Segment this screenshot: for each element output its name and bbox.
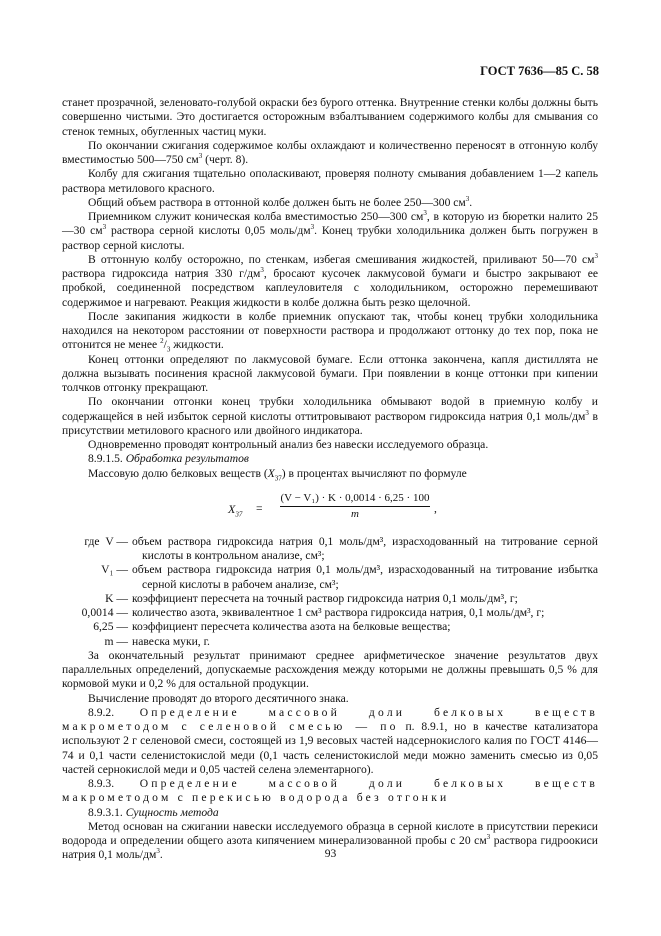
paragraph-text: 3 <box>156 847 160 856</box>
paragraph-text: в присутствии метилового красного или двойного индикатора. <box>62 409 598 437</box>
paragraph-text: Общий объем раствора в оттонной колбе должен быть не более 250—300 см <box>88 195 466 209</box>
paragraph-text: Конец оттонки определяют по лакмусовой бумаге. Если оттонка закончена, капля дистиллята не должна вызывать посинения красной лакмусовой бумаги. При появлении в конце оттонки при кипении толчков отгонку прекращают. <box>62 352 598 394</box>
page-header: ГОСТ 7636—85 С. 58 <box>480 64 599 78</box>
italic-heading-text: Сущность метода <box>125 805 219 819</box>
paragraph-text: раствора гидроксида натрия 330 г/дм <box>62 267 261 280</box>
definition-row <box>62 635 598 649</box>
paragraph <box>62 196 598 210</box>
definition-text: коэффициент пересчета количества азота на белковые вещества; <box>132 620 451 634</box>
formula <box>62 487 598 531</box>
paragraph-text: (черт. 8). <box>202 153 249 166</box>
paragraph-text: 3 <box>585 408 589 417</box>
definition-symbol: m — <box>104 634 128 648</box>
paragraph-text: Колбу для сжигания тщательно ополаскивают, проверяя полноту смывания добавлением 1—2 капель раствора метилового красного. <box>62 167 598 195</box>
definition-text: коэффициент пересчета на точный раствор гидроксида натрия 0,1 моль/дм³, г; <box>132 591 518 605</box>
page-number: 93 <box>324 847 337 860</box>
paragraph <box>62 96 598 139</box>
formula-equals: = <box>256 501 263 515</box>
paragraph <box>62 353 598 396</box>
paragraph-text: 2 <box>160 337 164 346</box>
definition-row <box>62 620 598 634</box>
definition-text: количество азота, эквивалентное 1 см³ раствора гидроксида натрия, 0,1 моль/дм³, г; <box>132 606 545 619</box>
paragraph <box>62 692 598 706</box>
definition-symbol: K — <box>105 591 128 605</box>
paragraph-text: По окончании отгонки конец трубки холодильника обмывают водой в приемную колбу и содержащейся в ней избыток серной кислоты оттитровывают раствором гидроксида натрия 0,1 моль/дм <box>62 395 598 423</box>
paragraph <box>62 706 598 777</box>
paragraph <box>62 467 598 481</box>
paragraph <box>62 806 598 820</box>
formula-comma: , <box>434 501 437 515</box>
paragraph-text: 3 <box>198 152 203 161</box>
italic-heading-text: X <box>267 466 275 480</box>
paragraph-text: В оттонную колбу осторожно, по стенкам, избегая смешивания жидкостей, приливают 50—70 см <box>88 252 595 266</box>
definition-row <box>62 535 598 564</box>
paragraph-text: 8.9.3.1. <box>88 805 126 819</box>
italic-heading-text: Обработка результатов <box>125 452 249 466</box>
paragraph-text: 3 <box>594 251 598 260</box>
paragraph-text: , бросают кусочек лакмусовой бумаги и быстро закрывают ее пробкой, соединенной посредством каплеуловителя с холодильником, осторожно перемешивают содержимое и нагревают. Реакция жидкости в колбе должна быть резко щелочной. <box>62 267 598 309</box>
paragraph <box>62 395 598 438</box>
paragraph-text: 8.9.2. <box>88 705 140 719</box>
paragraph-text: Вычисление проводят до второго десятичного знака. <box>88 691 349 705</box>
definition-symbol: V₁ — <box>101 563 128 577</box>
paragraph-text: За окончательный результат принимают среднее арифметическое значение результатов двух параллельных определений, допускаемые расхождения между которыми не должны превышать 0,5 % для кормовой муки и 0,2 % для остальной продукции. <box>62 648 598 691</box>
formula-fraction <box>280 491 430 522</box>
paragraph-text: , в которую из бюретки налито 25—30 см <box>62 210 598 238</box>
paragraph-text: Массовую долю белковых веществ ( <box>88 466 268 480</box>
formula-denominator: m <box>351 508 359 520</box>
paragraph-text: 3 <box>423 209 427 218</box>
paragraph-text: Одновременно проводят контрольный анализ без навески исследуемого образца. <box>88 438 489 451</box>
paragraph <box>62 139 598 168</box>
document-body <box>62 96 598 863</box>
definition-row <box>62 606 598 620</box>
paragraph-text: ) в процентах вычисляют по формуле <box>281 466 467 480</box>
formula-lhs-symbol: X <box>228 501 236 516</box>
definition-row <box>62 563 598 592</box>
paragraph-text: 3 <box>310 223 315 232</box>
paragraph-text: 3 <box>260 266 264 275</box>
variable-definitions <box>62 535 598 649</box>
paragraph-text: раствора гидроокиси натрия 0,1 моль/дм <box>62 834 598 862</box>
paragraph-text: . <box>159 848 163 862</box>
paragraph-text: раствора серной кислоты 0,05 моль/дм <box>106 224 311 238</box>
paragraph <box>62 438 598 452</box>
paragraph-text: / <box>163 338 167 352</box>
paragraph-text: . <box>469 195 473 209</box>
section-heading-text: Определение массовой доли белковых веществ макрометодом с селеновой смесью — по <box>62 705 598 733</box>
paragraph-text: . Конец трубки холодильника должен быть погружен в раствор серной кислоты. <box>62 224 598 252</box>
paragraph-text: жидкости. <box>170 338 224 352</box>
definition-symbol: где V — <box>84 534 128 548</box>
paragraph <box>62 649 598 692</box>
paragraph <box>62 210 598 253</box>
section-heading-text: Определение массовой доли белковых веществ макрометодом с перекисью водорода без отгонки <box>62 777 598 805</box>
paragraph <box>62 310 598 353</box>
paragraphs-bottom <box>62 649 598 863</box>
formula-lhs-subscript: 37 <box>235 510 243 519</box>
paragraph-text: 3 <box>465 194 470 203</box>
definition-text: объем раствора гидроксида натрия 0,1 моль/дм³, израсходованный на титрование серной кислоты в контрольном анализе, см³; <box>132 534 598 562</box>
definition-text: навеска муки, г. <box>132 634 210 648</box>
paragraph-text: После закипания жидкости в колбе приемник опускают так, чтобы конец трубки холодильника находился на некотором расстоянии от поверхности раствора и продолжают оттонку до тех пор, пока не отгонится не менее <box>62 309 598 352</box>
definition-row <box>62 592 598 606</box>
paragraph <box>62 167 598 196</box>
paragraph <box>62 253 598 310</box>
definition-symbol: 0,0014 — <box>81 606 128 619</box>
paragraph-text: По окончании сжигания содержимое колбы охлаждают и количественно переносят в отгонную колбу вместимостью 500—750 см <box>62 138 598 166</box>
definition-text: объем раствора гидроксида натрия 0,1 моль/дм³, израсходованный на титрование избытка серной кислоты в рабочем анализе, см³; <box>132 563 598 591</box>
paragraph <box>62 777 598 806</box>
paragraph-text: 8.9.1.5. <box>88 452 126 466</box>
paragraph-text: станет прозрачной, зеленовато-голубой окраски без бурого оттенка. Внутренние стенки колбы должны быть совершенно чистыми. Это достигается осторожным взбалтыванием содержимого колбы для смывания со стенок темных, обугленных частиц муки. <box>62 96 598 138</box>
paragraphs-top <box>62 96 598 481</box>
paragraph-text: 3 <box>102 223 107 232</box>
paragraph-text: 37 <box>274 473 282 482</box>
paragraph-text: 8.9.3. <box>88 777 140 790</box>
paragraph <box>62 452 598 466</box>
formula-lhs <box>228 501 243 519</box>
definition-symbol: 6,25 — <box>93 620 128 634</box>
paragraph-text: Метод основан на сжигании навески исследуемого образца в серной кислоте в присутствии перекиси водорода и определении общего азота кипячением минерализованной пробы с 20 см <box>62 819 598 847</box>
paragraph-text: 3 <box>166 345 171 354</box>
paragraph-text: п. 8.9.1, но в качестве катализатора используют 2 г селеновой смеси, состоящей из 1,9 весовых частей надсернокислого калия по ГОСТ 4146—74 и 0,1 части селенистокислой меди (0,1 часть селенистокислой меди можно заменить смесью из 0,05 частей сернокислой меди и 0,05 частей селена элементарного). <box>62 720 598 776</box>
paragraph-text: 3 <box>486 833 491 842</box>
paragraph-text: Приемником служит коническая колба вместимостью 250—300 см <box>88 210 424 223</box>
formula-numerator: (V − V₁) · K · 0,0014 · 6,25 · 100 <box>280 491 430 507</box>
